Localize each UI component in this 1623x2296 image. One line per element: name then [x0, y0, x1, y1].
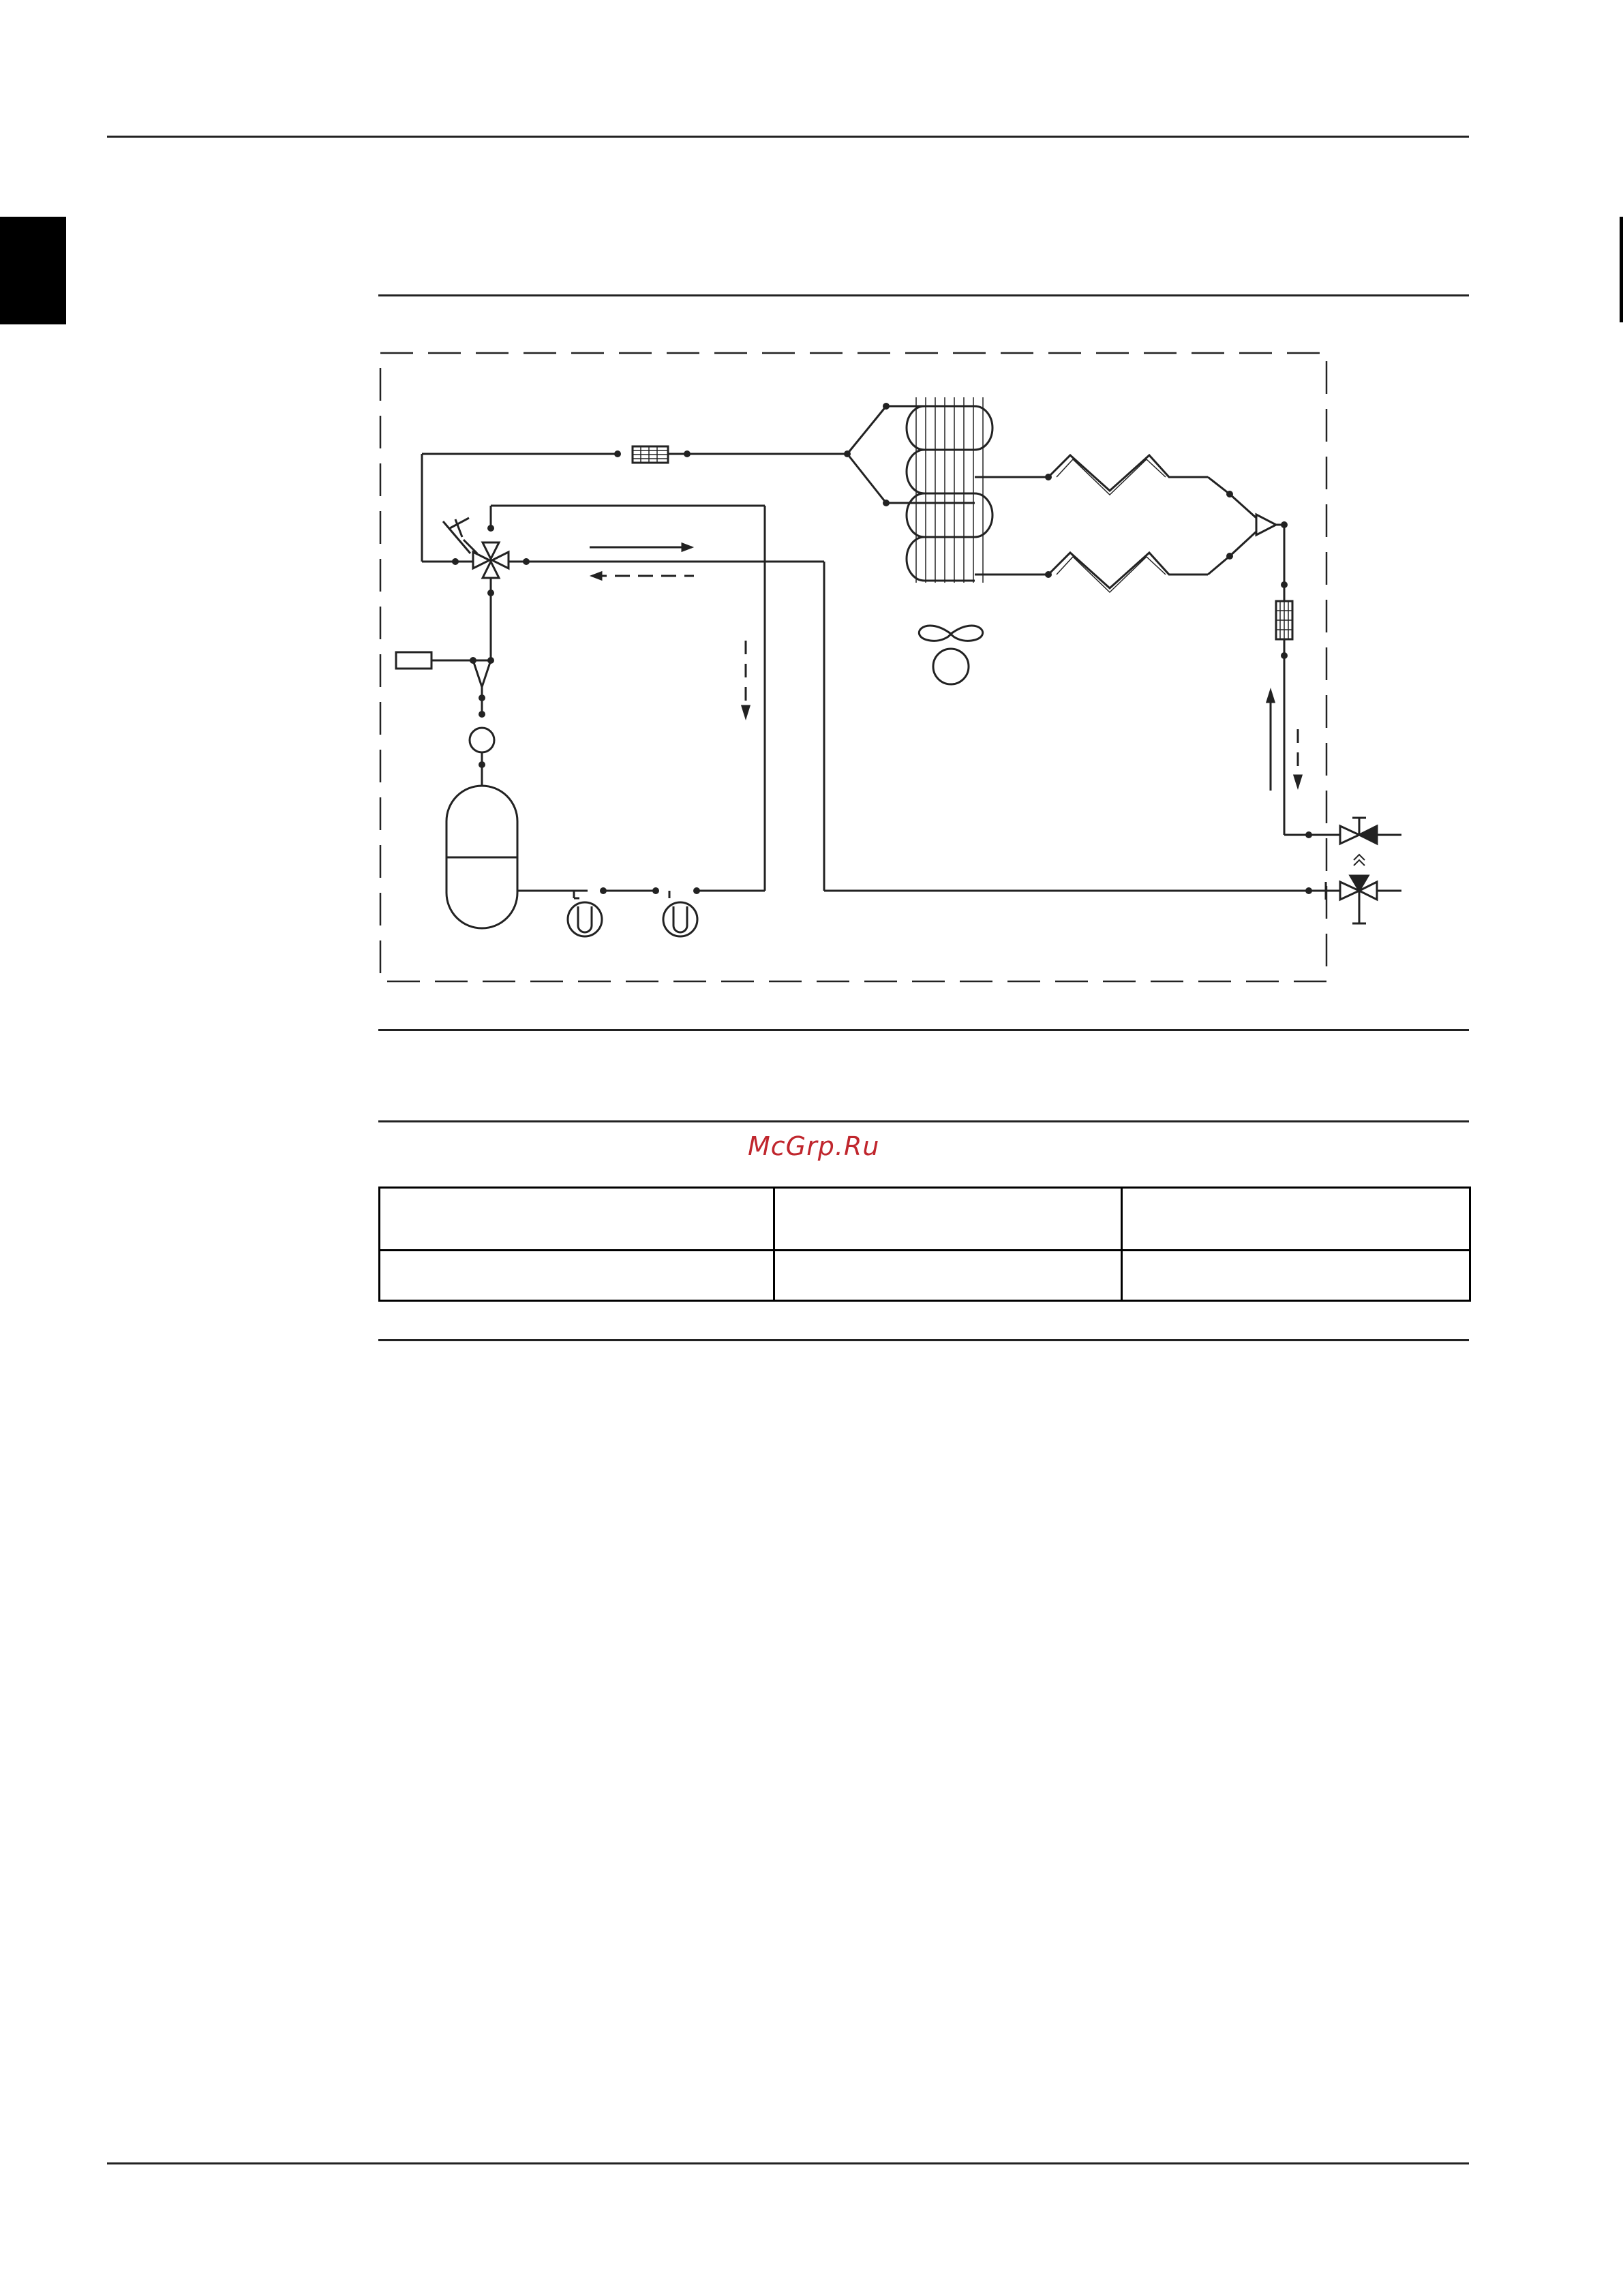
stop-valve-icon [1340, 818, 1401, 844]
table-row [380, 1251, 1470, 1301]
liquid-filter-icon [1276, 601, 1292, 639]
gas-stop-valve-icon [1326, 855, 1401, 923]
spec-table [378, 1187, 1471, 1302]
table-header-cell [1122, 1188, 1470, 1251]
watermark: McGrp.Ru [748, 1131, 880, 1161]
table-cell [1122, 1251, 1470, 1301]
table-cell [774, 1251, 1122, 1301]
fan-icon [919, 626, 982, 684]
check-junction-icon [473, 660, 491, 687]
muffler-icon [470, 728, 494, 752]
pressure-switch-icon [396, 652, 431, 669]
junction-icon [1256, 515, 1276, 535]
compressor-accumulator-icon [446, 786, 517, 928]
table-header-row [380, 1188, 1470, 1251]
oil-separator-icon [568, 891, 602, 936]
table-header-cell [380, 1188, 774, 1251]
filter-icon [633, 446, 668, 463]
table-cell [380, 1251, 774, 1301]
capillary-tube-icon [1048, 455, 1208, 592]
oil-separator-2-icon [663, 891, 697, 936]
table-header-cell [774, 1188, 1122, 1251]
four-way-valve-icon [443, 518, 509, 578]
condenser-coil-icon [886, 397, 992, 583]
